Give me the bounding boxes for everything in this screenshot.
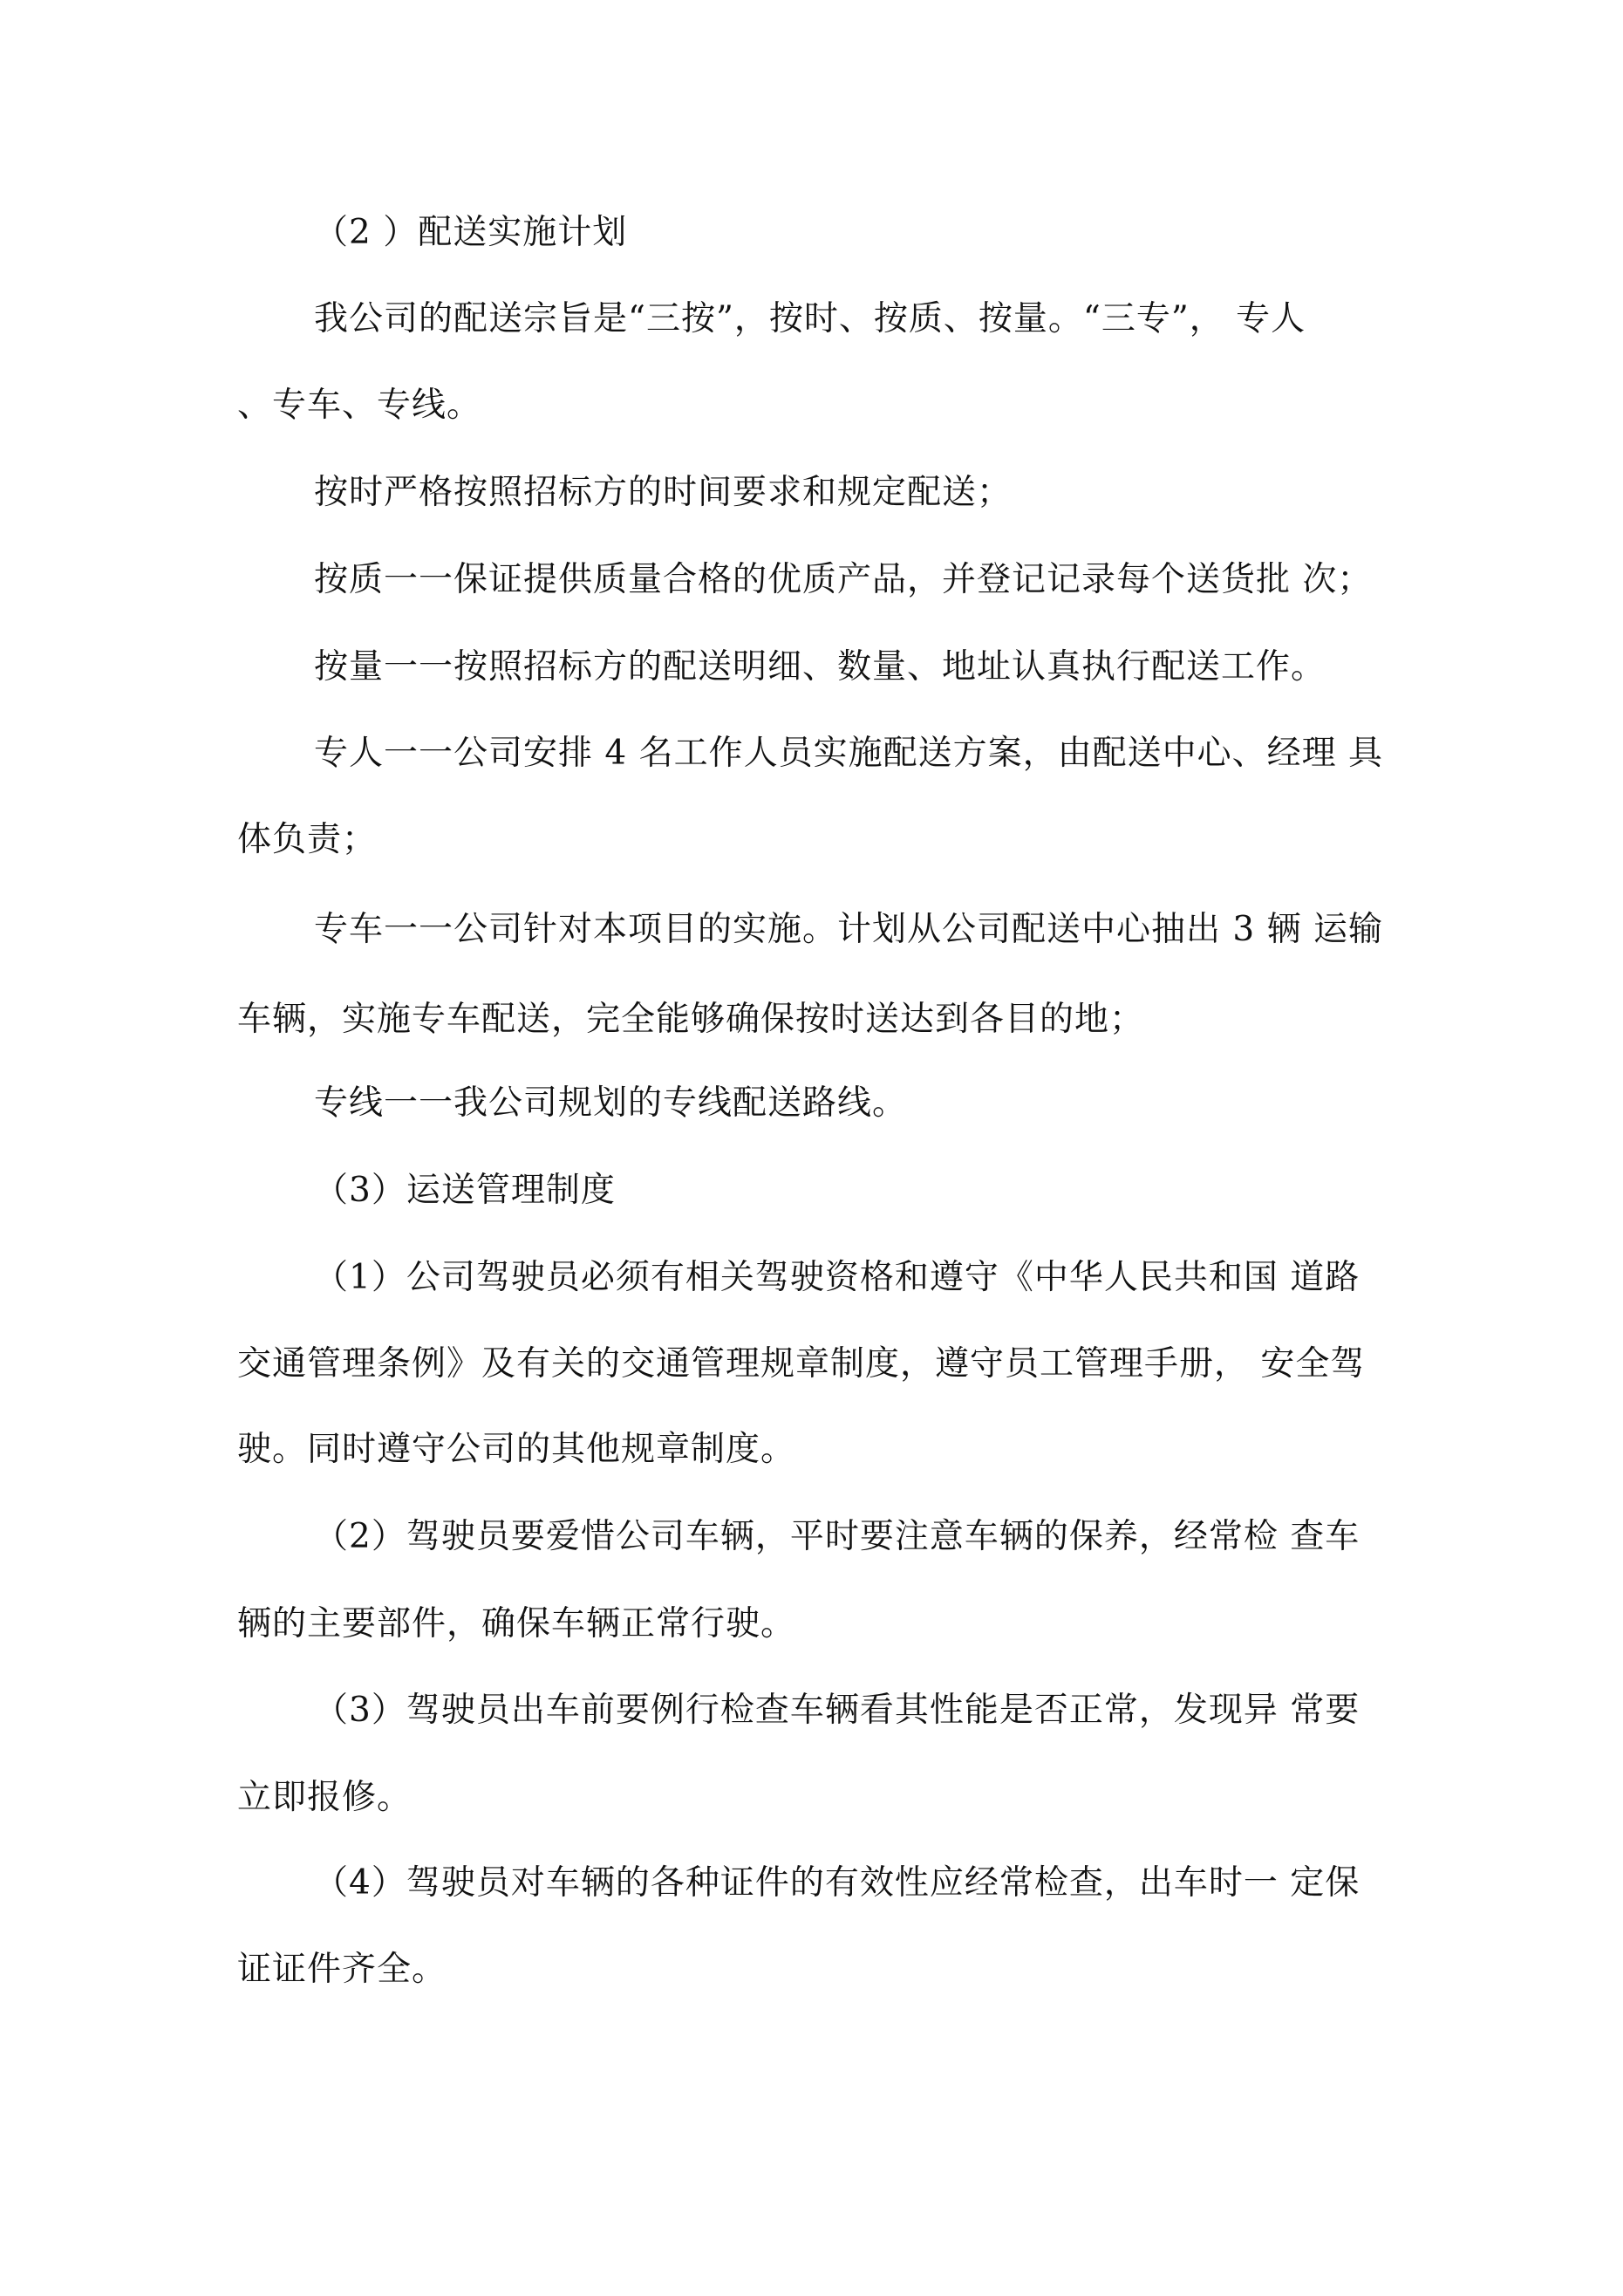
paragraph-line: （3）驾驶员出车前要例行检查车辆看其性能是否正常，发现异 常要 [314,1691,1360,1730]
paragraph-line: 、专车、专线。 [237,386,482,425]
paragraph-line: （2）驾驶员要爱惜公司车辆，平时要注意车辆的保养，经常检 查车 [314,1517,1360,1556]
paragraph-line: 按质一一保证提供质量合格的优质产品，并登记记录每个送货批 次； [314,560,1373,599]
paragraph-line: 专车一一公司针对本项目的实施。计划从公司配送中心抽出 3 辆 运输 [314,910,1384,949]
section-heading-delivery-plan: （2 ）配送实施计划 [314,213,628,252]
paragraph-line: 辆的主要部件，确保车辆正常行驶。 [237,1604,796,1643]
paragraph-line: （1）公司驾驶员必须有相关驾驶资格和遵守《中华人民共和国 道路 [314,1258,1360,1297]
paragraph-line: 立即报修。 [237,1778,413,1817]
paragraph-line: 我公司的配送宗旨是“三按”，按时、按质、按量。“三专”， 专人 [314,299,1306,338]
paragraph-line: 证证件齐全。 [237,1950,447,1989]
paragraph-line: 专人一一公司安排 4 名工作人员实施配送方案，由配送中心、经理 具 [314,734,1384,773]
paragraph-line: 按时严格按照招标方的时间要求和规定配送； [314,473,1013,512]
paragraph-line: （4）驾驶员对车辆的各种证件的有效性应经常检查，出车时一 定保 [314,1863,1360,1903]
paragraph-line: 车辆，实施专车配送，完全能够确保按时送达到各目的地； [237,1000,1145,1039]
paragraph-line: 体负责； [237,820,378,859]
paragraph-line: 按量一一按照招标方的配送明细、数量、地址认真执行配送工作。 [314,647,1326,687]
paragraph-line: 交通管理条例》及有关的交通管理规章制度，遵守员工管理手册， 安全驾 [237,1344,1366,1384]
section-heading-transport-rules: （3）运送管理制度 [314,1171,616,1210]
paragraph-line: 专线一一我公司规划的专线配送路线。 [314,1083,908,1123]
paragraph-line: 驶。同时遵守公司的其他规章制度。 [237,1430,796,1469]
